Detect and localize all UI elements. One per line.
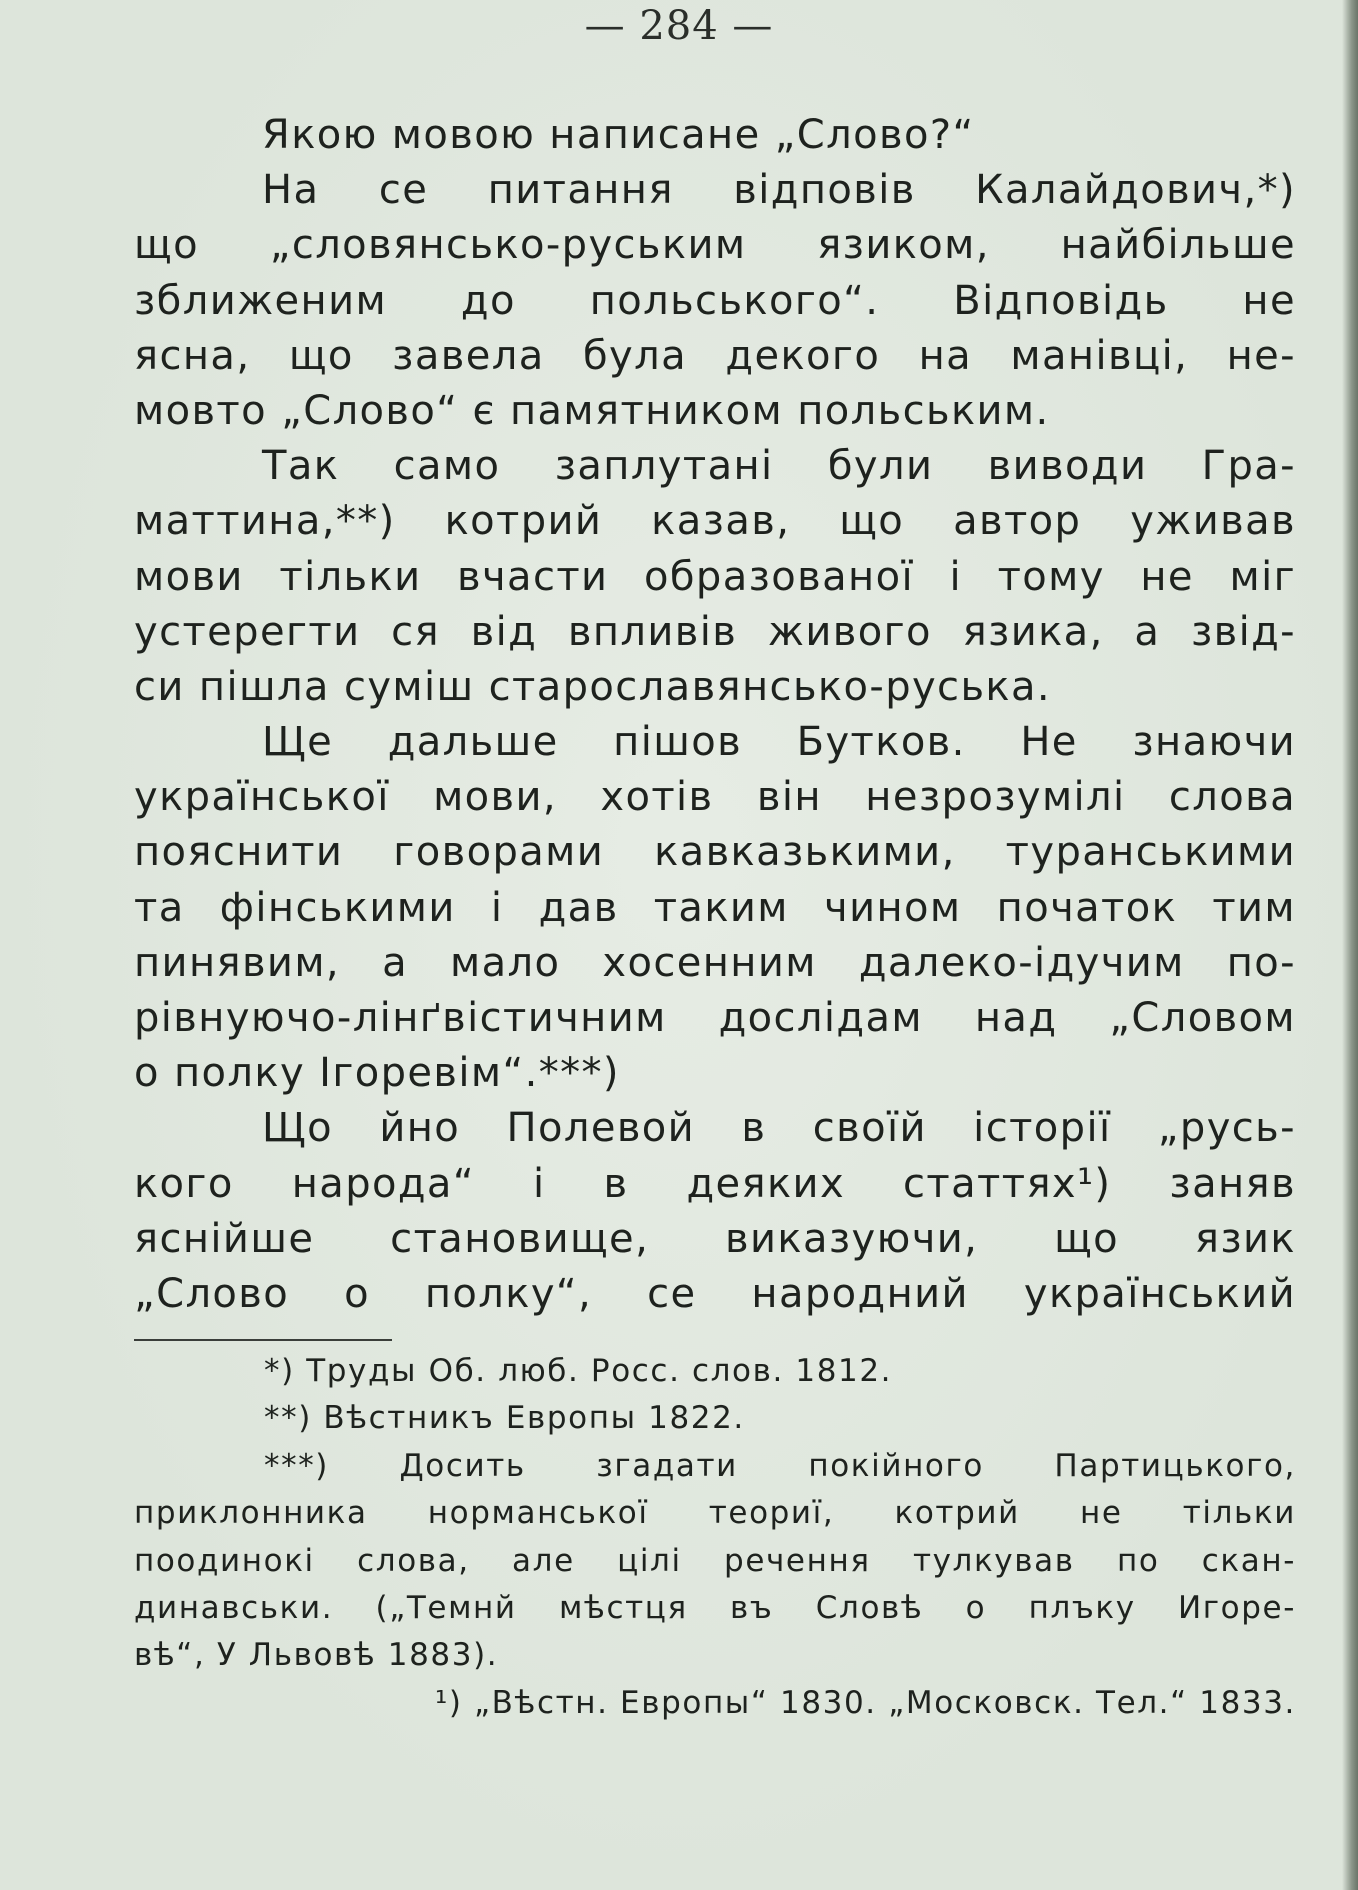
paragraph-line: кого народа“ і в деяких статтях¹) заняв	[134, 1160, 1296, 1207]
footnote-line: **) Вѣстникъ Европы 1822.	[264, 1400, 745, 1437]
page-number: — 284 —	[584, 3, 774, 49]
paragraph-line: рівнуючо-лінґвістичним дослідам над „Словом	[134, 995, 1296, 1041]
page-edge-shadow	[1342, 0, 1358, 1890]
paragraph-line: що „словянсько-руським язиком, найбільше	[134, 222, 1296, 269]
footnotes	[134, 1348, 1296, 1727]
paragraph-line: пинявим, а мало хосенним далеко-ідучим по-	[134, 939, 1296, 986]
paragraph-line: ясна, що завела була декого на манівці, не-	[134, 332, 1296, 379]
paragraph-line: пояснити говорами кавказькими, туранськими	[134, 829, 1296, 876]
footnote-line: ***) Досить згадати покійного Партицького,	[264, 1447, 1296, 1484]
footnote-line: *) Труды Об. люб. Росс. слов. 1812.	[264, 1353, 893, 1389]
paragraph-line: яснійше становище, виказуючи, що язик	[134, 1215, 1296, 1262]
paragraph-line: Ще дальше пішов Бутков. Не знаючи	[262, 719, 1296, 766]
paragraph-line: „Слово о полку“, се народний український	[134, 1270, 1296, 1317]
paragraph-line: зближеним до польського“. Відповідь не	[134, 277, 1296, 324]
paragraph-line: о полку Ігоревім“.***)	[134, 1050, 620, 1097]
paragraph-line: та фінськими і дав таким чином початок тим	[134, 884, 1296, 931]
footnote-divider	[134, 1339, 392, 1341]
paragraph-line: маттина,**) котрий казав, що автор уживав	[134, 498, 1296, 545]
paragraph-line: Так само заплутані були виводи Гра-	[262, 443, 1296, 490]
footnote-line: динавськи. („Темнй мѣстця въ Словѣ о плъку Игоре-	[134, 1589, 1296, 1626]
paragraph-line: Якою мовою написане „Слово?“	[262, 112, 975, 158]
paragraph-line: На се питання відповів Калайдович,*)	[262, 167, 1296, 214]
paragraph-line: устерегти ся від впливів живого язика, а звід-	[134, 608, 1296, 655]
footnote-line: приклонника норманської теориї, котрий не тільки	[134, 1495, 1296, 1532]
paragraph-line: мови тільки вчасти образованої і тому не міг	[134, 553, 1296, 600]
footnote-line: вѣ“, У Львовѣ 1883).	[134, 1637, 499, 1674]
body-text	[134, 108, 1296, 1322]
footnote-line: ¹) „Вѣстн. Европы“ 1830. „Московск. Тел.“ 1833.	[434, 1684, 1296, 1721]
paragraph-line: української мови, хотів він незрозумілі слова	[134, 774, 1296, 821]
paragraph-line: мовто „Слово“ є памятником польським.	[134, 387, 1050, 434]
paragraph-line: си пішла суміш старославянсько-руська.	[134, 663, 1052, 710]
paragraph-line: Що йно Полевой в своїй історії „русь-	[262, 1105, 1296, 1152]
footnote-line: поодинокі слова, але цілі речення тулкував по скан-	[134, 1542, 1296, 1579]
